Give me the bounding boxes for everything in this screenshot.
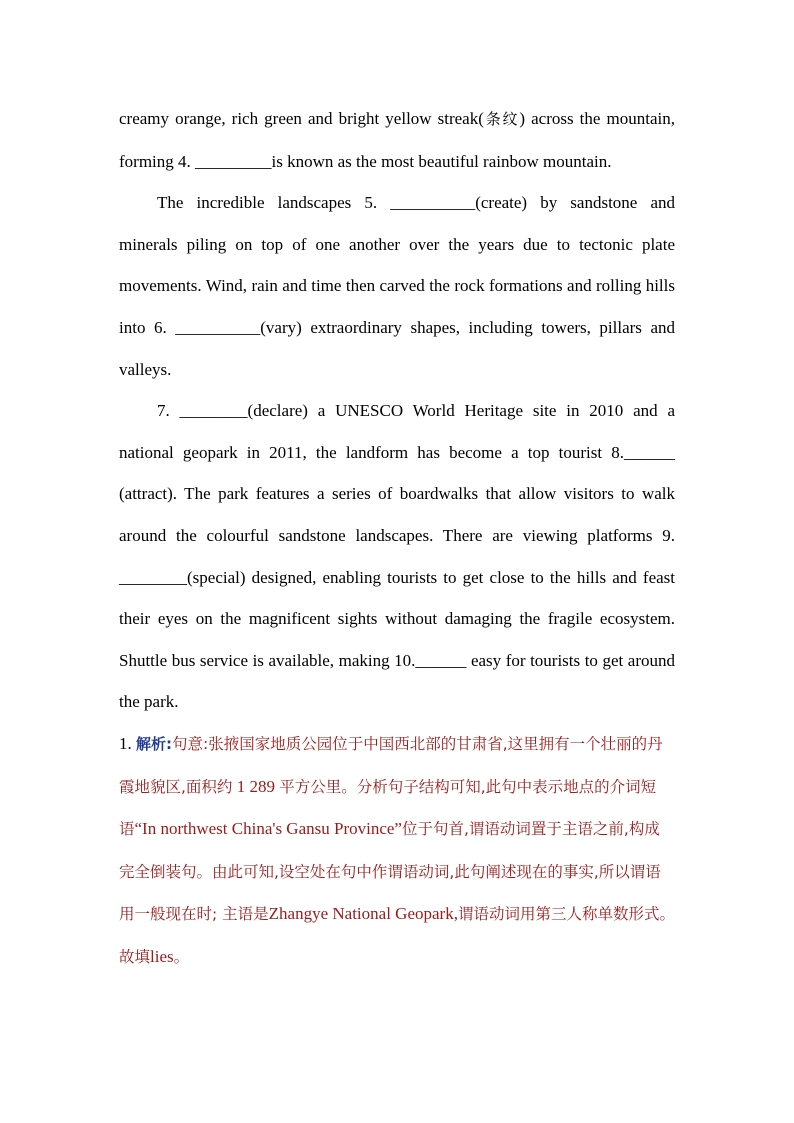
- analysis-label: 解析:: [136, 734, 172, 753]
- paragraph-1-part-a: creamy orange, rich green and bright yellow streak(: [119, 109, 484, 128]
- analysis-text-3: 位于句首,谓语动词置于主语之前,构成完全倒装句。由此可知,设空处在句中作谓语动词,此句阐述现在的事实,所以谓语用一般现在时; 主语是: [119, 820, 661, 924]
- analysis-english-phrase: “In northwest China's Gansu Province”: [134, 819, 402, 839]
- analysis-text-1: 句意:张掖国家地质公园位于中国西北部的甘肃省,这里拥有一个壮丽的丹霞地貌区,面积约: [119, 734, 663, 796]
- paragraph-2: The incredible landscapes 5. __________(create) by sandstone and minerals piling on top of one another over the years due to tectonic plate movements. Wind, rain and time then carved the rock formations and rolling hills into 6. __________(vary) extraordinary shapes, including towers, pillars and valleys.: [119, 193, 675, 379]
- paragraph-1: [119, 98, 675, 182]
- paragraph-1-part-b: ) across the mountain, forming 4. _________is known as the most beautiful rainbow mountain.: [119, 109, 675, 171]
- paragraph-3: 7. ________(declare) a UNESCO World Heritage site in 2010 and a national geopark in 2011, the landform has become a top tourist 8.______ (attract). The park features a series of boardwalks that allow visitors to walk around the colourful sandstone landscapes. There are viewing platforms 9. ________(special) designed, enabling tourists to get close to the hills and feast their eyes on the magnificent sights without damaging the fragile ecosystem. Shuttle bus service is available, making 10.______ easy for tourists to get around the park.: [119, 401, 675, 712]
- analysis-subject: Zhangye National Geopark,: [268, 904, 458, 924]
- analysis-answer: lies: [150, 946, 174, 966]
- document-page: [119, 98, 675, 978]
- answer-number: 1.: [119, 733, 132, 753]
- chinese-gloss: 条纹: [483, 110, 520, 128]
- analysis-text-2: 平方公里。分析句子结构可知,此句中表示地点的介词短语: [119, 777, 657, 839]
- answer-analysis: [119, 723, 675, 979]
- analysis-text-5: 。: [173, 947, 190, 966]
- analysis-text-4: 谓语动词用第三人称单数形式。故填: [119, 905, 675, 966]
- analysis-number-1: 1 289: [236, 776, 275, 796]
